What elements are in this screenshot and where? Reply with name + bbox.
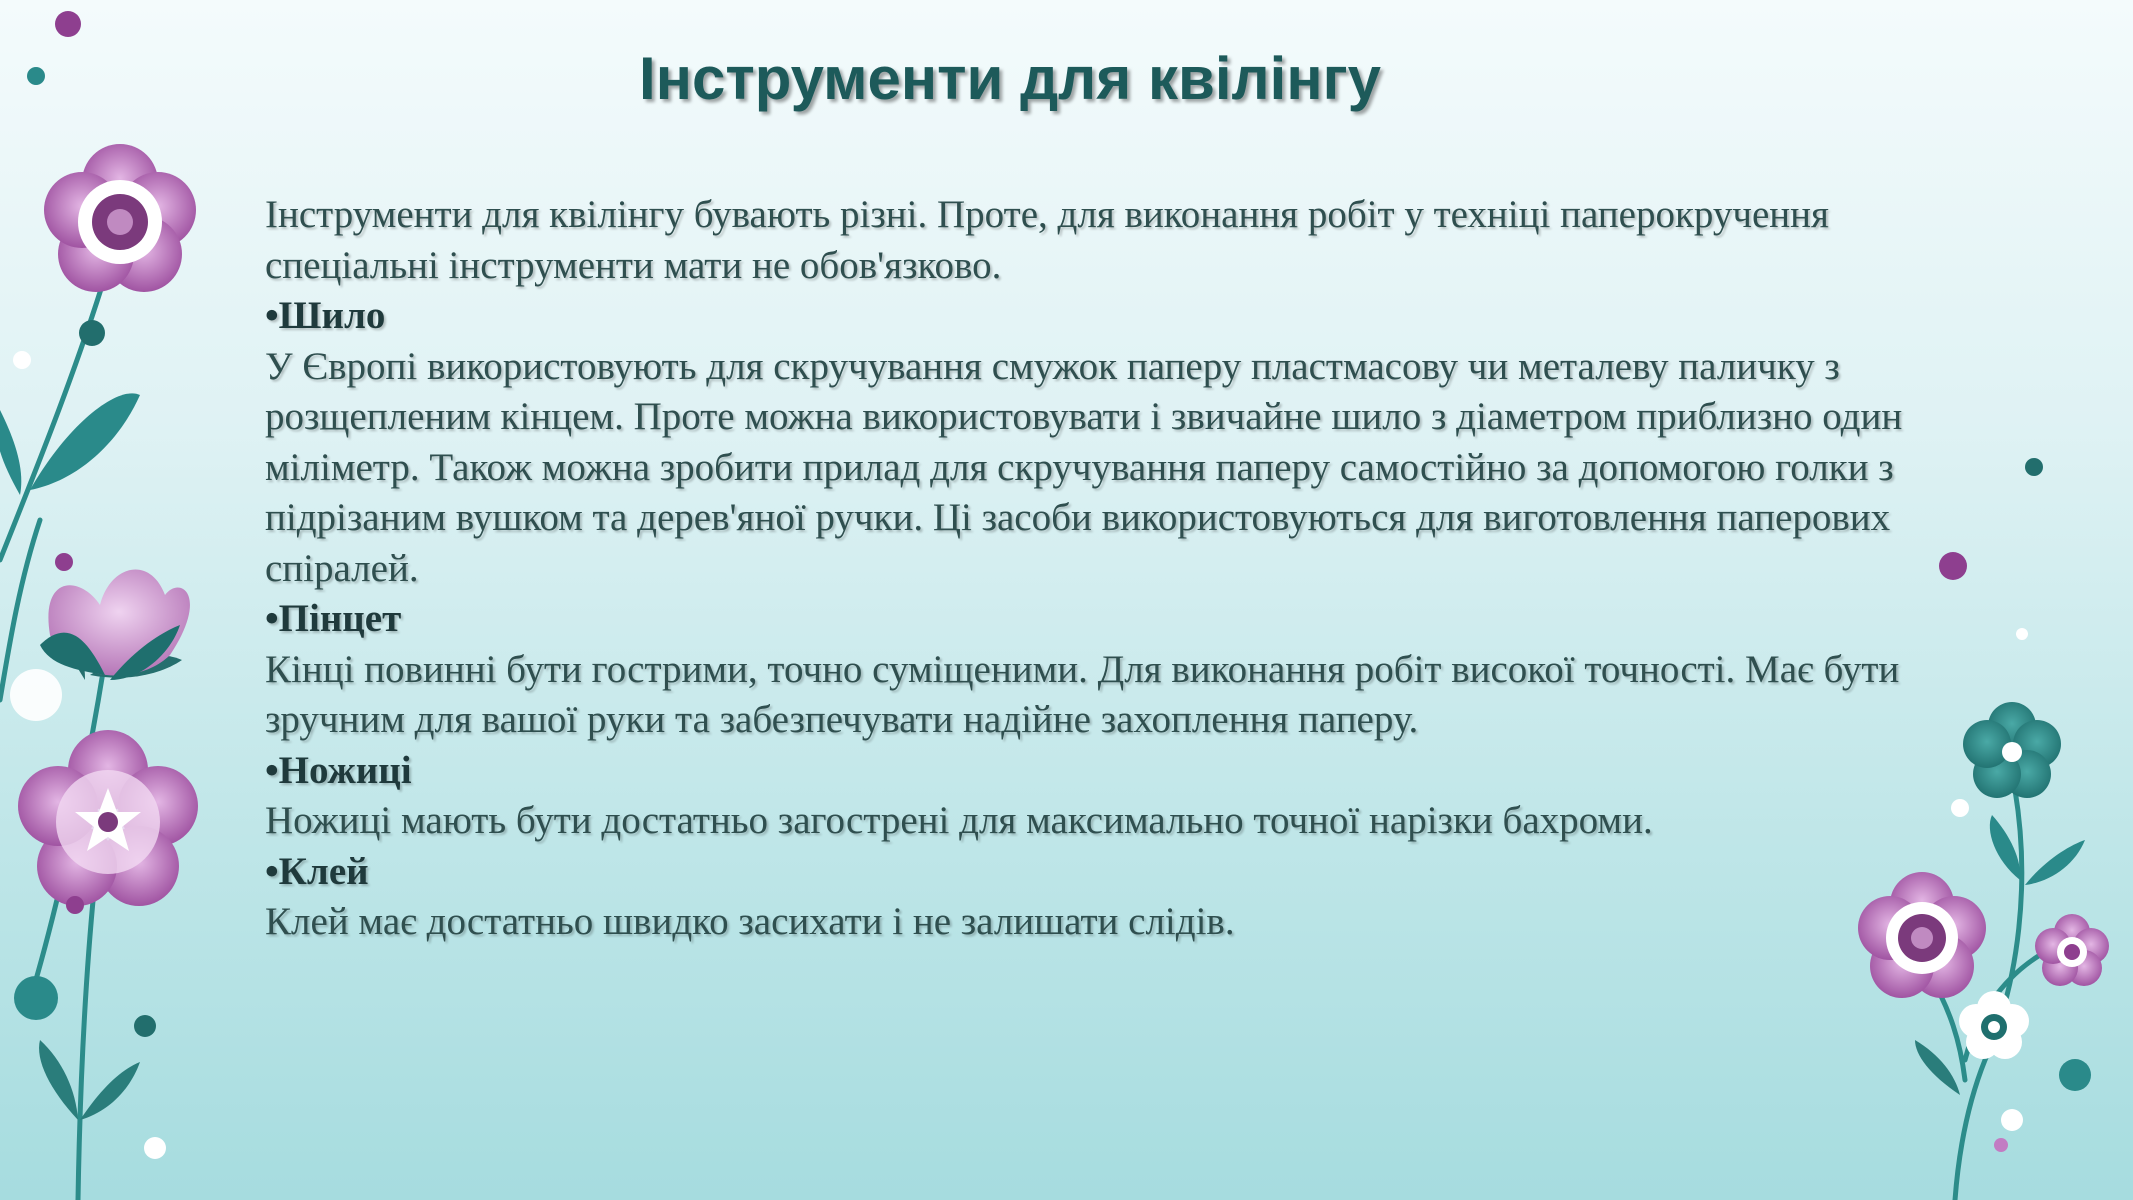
flower-small-purple-right [2035, 914, 2109, 986]
section-text-awl: У Європі використовують для скручування смужок паперу пластмасову чи металеву паличку з розщепленим кінцем. Проте можна використовувати і звичайне шило з діаметром приблизно один міліметр. Також можна зробити прилад для скручування паперу самостійно за допомогою голки з підрізаним вушком та дерев'яної ручки. Ці засоби використовуються для виготовлення паперових спіралей. [265, 344, 1903, 590]
intro-paragraph: Інструменти для квілінгу бувають різні. Проте, для виконання робіт у техніці паперокручення спеціальні інструменти мати не обов'язково. [265, 193, 1829, 287]
section-heading-awl: •Шило [265, 294, 386, 337]
section-text-tweezers: Кінці повинні бути гострими, точно суміщеними. Для виконання робіт високої точності. Має бути зручним для вашої руки та забезпечувати надійне захоплення паперу. [265, 647, 1900, 741]
section-heading-glue: •Клей [265, 849, 369, 893]
flower-star-left [18, 730, 198, 906]
section-text-scissors: Ножиці мають бути достатньо загострені для максимально точної нарізки бахроми. [265, 799, 1653, 842]
slide-body [265, 190, 1905, 948]
section-heading-scissors: •Ножиці [265, 748, 412, 792]
flower-top-left [44, 144, 196, 292]
flower-teal-right [1963, 702, 2061, 798]
flower-white-right [1959, 991, 2029, 1059]
section-text-glue: Клей має достатньо швидко засихати і не залишати слідів. [265, 900, 1235, 943]
section-heading-tweezers: •Пінцет [265, 597, 402, 640]
slide-title: Інструменти для квілінгу [639, 45, 1381, 112]
